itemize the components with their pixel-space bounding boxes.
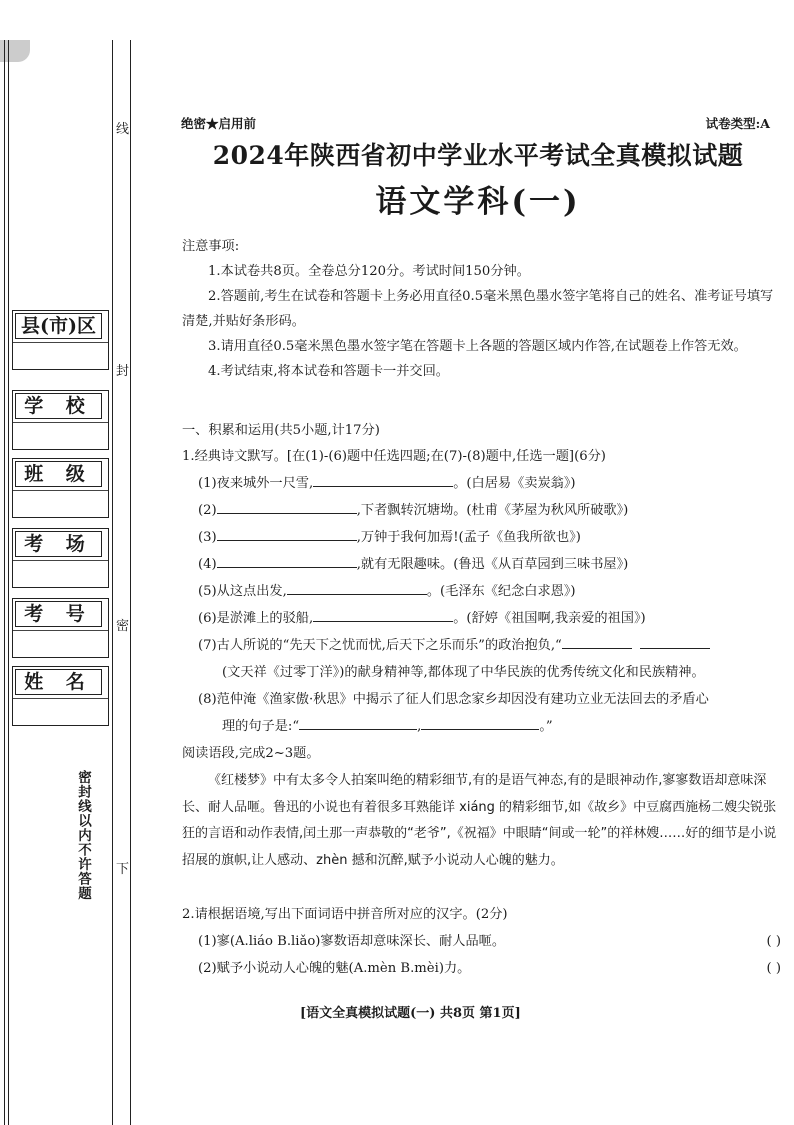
- question-2-2: [182, 956, 793, 982]
- recite-line-4: [182, 552, 793, 578]
- recite-line-3: [182, 525, 793, 551]
- field-school[interactable]: [12, 390, 109, 450]
- question-2-1-text: (1)寥(A.liáo B.liǎo)寥数语却意味深长、耐人品咂。: [198, 934, 506, 949]
- answer-blank[interactable]: [313, 607, 453, 622]
- answer-blank[interactable]: [421, 715, 539, 730]
- paper-type: 试卷类型:A: [705, 116, 770, 131]
- recite-pre: (6)是淤滩上的驳船,: [198, 611, 314, 626]
- header: [178, 108, 778, 221]
- recite-post: 。(白居易《卖炭翁》): [453, 476, 576, 491]
- section-heading: 一、积累和运用(共5小题,计17分): [182, 423, 380, 438]
- field-label-class: 班 级: [15, 461, 102, 487]
- exam-subtitle: 语文学科(一): [375, 184, 581, 220]
- reading-prompt: 阅读语段,完成2~3题。: [182, 746, 320, 761]
- recite-pre: (2): [198, 503, 217, 518]
- recite-pre: (3): [198, 530, 217, 545]
- note-item: 1.本试卷共8页。全卷总分120分。考试时间150分钟。: [208, 264, 530, 279]
- recite-line-5: [182, 579, 793, 605]
- recite-post: ,就有无限趣味。(鲁迅《从百草园到三味书屋》): [356, 557, 629, 572]
- field-label-school: 学 校: [15, 393, 102, 419]
- recite-post: 。(舒婷《祖国啊,我亲爱的祖国》): [453, 611, 646, 626]
- field-exam-number[interactable]: [12, 598, 109, 658]
- field-class[interactable]: [12, 458, 109, 518]
- notes-heading: 注意事项:: [182, 239, 240, 254]
- margin-char-seal: 封: [116, 364, 130, 379]
- answer-paren[interactable]: ( ): [766, 961, 781, 976]
- field-room[interactable]: [12, 528, 109, 588]
- answer-paren[interactable]: ( ): [766, 934, 781, 949]
- margin-char-secret: 密: [116, 619, 130, 634]
- recite-pre: (7)古人所说的“先天下之忧而忧,后天下之乐而乐”的政治抱负,“: [198, 638, 562, 653]
- recite-pre: (1)夜来城外一尺雪,: [198, 476, 314, 491]
- answer-blank[interactable]: [562, 634, 632, 649]
- recite-pre: (4): [198, 557, 217, 572]
- answer-blank[interactable]: [287, 580, 427, 595]
- answer-blank[interactable]: [299, 715, 417, 730]
- answer-blank[interactable]: [313, 472, 453, 487]
- answer-blank[interactable]: [217, 526, 357, 541]
- question-1-stem: 1.经典诗文默写。[在(1)-(6)题中任选四题;在(7)-(8)题中,任选一题](6分): [182, 449, 606, 464]
- seal-notice: 密封线以内不许答题: [75, 770, 91, 901]
- margin-char-line: 线: [116, 122, 130, 137]
- recite-line-1: [182, 471, 793, 497]
- question-2-1: [182, 929, 793, 955]
- recite-pre: (5)从这点出发,: [198, 584, 287, 599]
- question-2-stem: 2.请根据语境,写出下面词语中拼音所对应的汉字。(2分): [182, 907, 508, 922]
- recite-post: 。(毛泽东《纪念白求恩》): [426, 584, 576, 599]
- reading-passage: 《红楼梦》中有太多令人拍案叫绝的精彩细节,有的是语气神态,有的是眼神动作,寥寥数语却意味深长、耐人品咂。鲁迅的小说也有着很多耳熟能详 xiáng 的精彩细节,如《故乡》中豆腐西施杨二嫂尖锐张狂的言语和动作表情,闰土那一声恭敬的“老爷”,《祝福》中眼睛“间或一轮”的祥林嫂……好的细节是小说招展的旗帜,让人感动、zhèn 撼和沉醉,赋予小说动人心魄的魅力。: [182, 773, 777, 868]
- recite-line-8a: (8)范仲淹《渔家傲·秋思》中揭示了征人们思念家乡却因没有建功立业无法回去的矛盾心: [198, 692, 709, 707]
- recite-line-2: [182, 498, 793, 524]
- field-county[interactable]: [12, 310, 109, 370]
- recite-line-7b: (文天祥《过零丁洋》)的献身精神等,都体现了中华民族的优秀传统文化和民族精神。: [222, 665, 705, 680]
- answer-blank[interactable]: [640, 634, 710, 649]
- field-name[interactable]: [12, 666, 109, 726]
- field-label-room: 考 场: [15, 531, 102, 557]
- answer-blank[interactable]: [217, 499, 357, 514]
- recite-post: ,下者飘转沉塘坳。(杜甫《茅屋为秋风所破歌》): [356, 503, 629, 518]
- secret-label: 绝密★启用前: [181, 116, 257, 131]
- exam-title: 2024年陕西省初中学业水平考试全真模拟试题: [212, 141, 744, 170]
- recite-line-8b: 理的句子是:“ , 。”: [182, 714, 794, 740]
- note-item: 2.答题前,考生在试卷和答题卡上务必用直径0.5毫米黑色墨水签字笔将自己的姓名、准考证号填写清楚,并贴好条形码。: [182, 289, 774, 329]
- recite-line-7a: [182, 633, 793, 659]
- margin-char-below: 下: [116, 862, 130, 877]
- notes: [182, 234, 774, 384]
- recite-post: ,万钟于我何加焉!(孟子《鱼我所欲也》): [356, 530, 581, 545]
- field-label-exam-number: 考 号: [15, 601, 102, 627]
- field-label-name: 姓 名: [15, 669, 102, 695]
- note-item: 4.考试结束,将本试卷和答题卡一并交回。: [208, 364, 449, 379]
- field-label-county: 县(市)区: [15, 313, 102, 339]
- recite-pre: 理的句子是:“: [222, 719, 300, 734]
- note-item: 3.请用直径0.5毫米黑色墨水签字笔在答题卡上各题的答题区域内作答,在试题卷上作答无效。: [208, 339, 747, 354]
- page-footer: [语文全真模拟试题(一) 共8页 第1页]: [300, 1006, 521, 1021]
- question-2-2-text: (2)赋予小说动人心魄的魅(A.mèn B.mèi)力。: [198, 961, 471, 976]
- answer-blank[interactable]: [217, 553, 357, 568]
- recite-line-6: [182, 606, 793, 632]
